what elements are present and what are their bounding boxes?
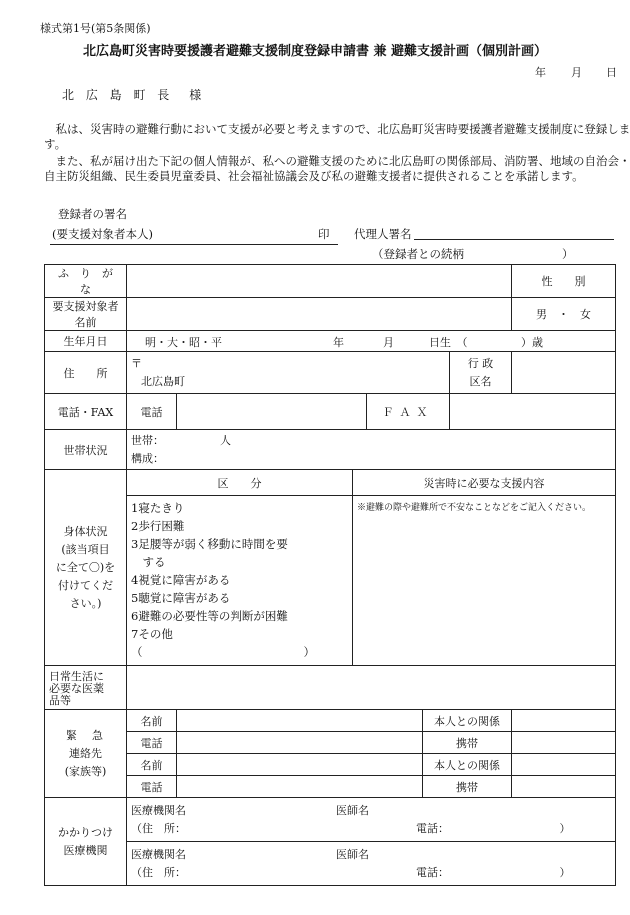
self-signature-line[interactable]: [50, 244, 338, 245]
category-item: （ ）: [131, 645, 315, 659]
dob-age: ）歳: [521, 336, 543, 349]
addressee: 北 広 島 町 長 様: [62, 88, 206, 102]
category-item: 5聴覚に障害がある: [131, 591, 231, 605]
dob-field[interactable]: [127, 331, 616, 352]
contact1-name-label: 名前: [127, 710, 177, 732]
address-field[interactable]: [127, 352, 450, 394]
name-label: 要支援対象者名前: [45, 298, 127, 331]
seal-mark: 印: [318, 227, 330, 241]
proxy-signature-line[interactable]: [414, 239, 614, 240]
clinic2-address-label: （住 所：: [131, 865, 186, 879]
support-content-field[interactable]: [353, 496, 616, 666]
clinic1-doctor-label: 医師名: [336, 803, 369, 817]
name-field[interactable]: [127, 298, 512, 331]
emergency-contact-label: 緊 急 連絡先 (家族等): [45, 710, 127, 798]
consent-paragraph-2: また、私が届け出た下記の個人情報が、私への避難支援のために北広島町の関係部局、消防署、地域の自治会・自主防災組織、民生委員児童委員、社会福祉協議会及び私の避難支援者に提供されることを承諾します。: [44, 154, 630, 183]
household-count-unit: 人: [220, 433, 231, 447]
address-label: 住 所: [45, 352, 127, 394]
category-item: する: [131, 555, 166, 569]
contact1-relation-field[interactable]: [512, 710, 616, 732]
contact1-relation-label: 本人との関係: [423, 710, 512, 732]
clinic2-close: ）: [559, 865, 571, 879]
household-label: 世帯状況: [45, 430, 127, 470]
category-list[interactable]: [127, 496, 353, 666]
gender-label: 性 別: [512, 265, 616, 298]
contact2-phone-label: 電話: [127, 776, 177, 798]
date-day: 日: [606, 66, 617, 79]
support-header: 災害時に必要な支援内容: [353, 470, 616, 496]
town-name: 北広島町: [141, 374, 185, 388]
category-item: 3足腰等が弱く移動に時間を要: [131, 537, 288, 551]
contact1-mobile-field[interactable]: [512, 732, 616, 754]
postal-mark: 〒: [131, 356, 142, 370]
clinic1-phone-label: 電話：: [416, 821, 444, 835]
signature-title: 登録者の署名: [58, 207, 127, 221]
clinic2-field[interactable]: [127, 842, 616, 886]
contact1-phone-field[interactable]: [177, 732, 423, 754]
phone-fax-label: 電話・FAX: [45, 394, 127, 430]
clinic1-name-label: 医療機関名: [131, 803, 186, 817]
date-month: 月: [571, 66, 582, 79]
fax-field[interactable]: [450, 394, 616, 430]
household-composition-label: 構成：: [131, 451, 164, 465]
district-label: 行 政 区名: [450, 352, 512, 394]
category-item: 1寝たきり: [131, 501, 185, 515]
contact2-relation-field[interactable]: [512, 754, 616, 776]
category-item: 7その他: [131, 627, 173, 641]
support-note: ※避難の際や避難所で不安なことなどをご記入ください。: [357, 503, 592, 513]
furigana-field[interactable]: [127, 265, 512, 298]
dob-day: 日生 （: [429, 336, 468, 349]
contact2-relation-label: 本人との関係: [423, 754, 512, 776]
contact1-name-field[interactable]: [177, 710, 423, 732]
furigana-label: ふ り が な: [45, 265, 127, 298]
medicine-field[interactable]: [127, 666, 616, 710]
contact2-phone-field[interactable]: [177, 776, 423, 798]
contact1-mobile-label: 携帯: [423, 732, 512, 754]
clinic1-close: ）: [559, 821, 571, 835]
clinic2-doctor-label: 医師名: [336, 847, 369, 861]
household-field[interactable]: [127, 430, 616, 470]
date-year: 年: [535, 66, 546, 79]
clinic2-name-label: 医療機関名: [131, 847, 186, 861]
dob-month: 月: [383, 336, 394, 349]
dob-year: 年: [333, 336, 344, 349]
clinic-label: かかりつけ 医療機関: [45, 798, 127, 886]
consent-paragraph-1: 私は、災害時の避難行動において支援が必要と考えますので、北広島町災害時要援護者避難支援制度に登録します。: [44, 122, 630, 151]
phone-label: 電話: [127, 394, 177, 430]
contact2-name-field[interactable]: [177, 754, 423, 776]
form-number: 様式第1号(第5条関係): [40, 22, 151, 35]
gender-options[interactable]: 男 ・ 女: [512, 298, 616, 331]
category-item: 6避難の必要性等の判断が困難: [131, 609, 288, 623]
page-title: 北広島町災害時要援護者避難支援制度登録申請書 兼 避難支援計画（個別計画）: [82, 44, 548, 59]
fax-label: ＦＡＸ: [367, 394, 450, 430]
phone-field[interactable]: [177, 394, 367, 430]
relation-label: （登録者との続柄: [372, 247, 464, 261]
contact2-name-label: 名前: [127, 754, 177, 776]
clinic1-address-label: （住 所：: [131, 821, 186, 835]
contact2-mobile-label: 携帯: [423, 776, 512, 798]
self-signature-label: (要支援対象者本人): [52, 227, 153, 241]
medicine-label: 日常生活に 必要な医薬 品等: [45, 666, 127, 710]
relation-close: ）: [562, 247, 574, 261]
contact1-phone-label: 電話: [127, 732, 177, 754]
contact2-mobile-field[interactable]: [512, 776, 616, 798]
clinic1-field[interactable]: [127, 798, 616, 842]
category-header: 区 分: [127, 470, 353, 496]
dob-label: 生年月日: [45, 331, 127, 352]
clinic2-phone-label: 電話：: [416, 865, 444, 879]
dob-eras: 明・大・昭・平: [145, 336, 222, 349]
household-count-label: 世帯：: [131, 433, 164, 447]
physical-condition-label: 身体状況 (該当項目 に全て〇)を 付けてくだ さい。): [45, 470, 127, 666]
district-field[interactable]: [512, 352, 616, 394]
category-item: 4視覚に障害がある: [131, 573, 231, 587]
category-item: 2歩行困難: [131, 519, 185, 533]
registration-form-table: [44, 264, 616, 886]
proxy-signature-label: 代理人署名: [354, 227, 412, 241]
